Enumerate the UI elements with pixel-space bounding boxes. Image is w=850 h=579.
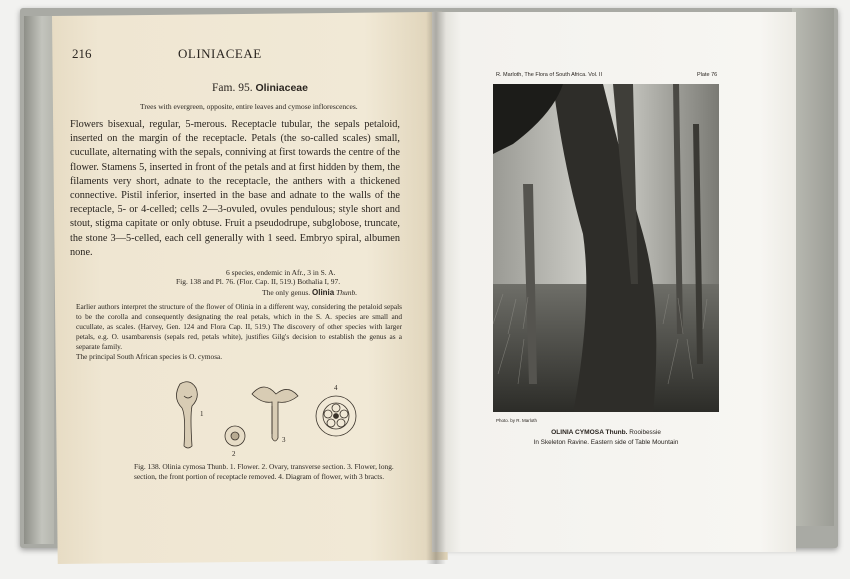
book-spine-edge: [24, 16, 54, 544]
genus-line: [262, 288, 357, 297]
family-name: Oliniaceae: [255, 82, 308, 94]
fig-label-1: 1: [200, 410, 204, 418]
plate-running-head: R. Marloth, The Flora of South Africa. Vol. II: [496, 72, 602, 78]
figure-reference: Fig. 138 and Pl. 76. (Flor. Cap. II, 519.) Bothalia I, 97.: [176, 277, 341, 286]
page-number: 216: [72, 46, 92, 61]
plate-caption: [493, 428, 719, 448]
figure-caption: Fig. 138. Olinia cymosa Thunb. 1. Flower. 2. Ovary, transverse section. 3. Flower, long. section, the front portion of receptacle removed. 4. Diagram of flower, with 3 bracts.: [134, 462, 394, 481]
note-paragraph: Earlier authors interpret the structure of the flower of Olinia in a different way, considering the petaloid sepals to be the corolla and consequently designating the real petals, which in the S. A. species are small and cucullate, as scales. (Harvey, Gen. 124 and Flora Cap. II, 519.) The discovery of other species with larger petals, e.g. O. usambarensis (sepals red, petals white), justifies Gilg's decision to establish the genus as a separate family.: [76, 302, 402, 351]
plate-photograph: [493, 84, 719, 412]
plate-caption-common-name: Rooibessie: [629, 429, 661, 436]
fig-label-4: 4: [334, 384, 338, 392]
taxonomic-note: [76, 302, 402, 362]
book-gutter: [426, 12, 446, 564]
book-cover-right-edge: [792, 8, 834, 526]
plate-caption-title: OLINIA CYMOSA Thunb.: [551, 429, 628, 436]
floral-diagram-4: [316, 396, 356, 436]
family-intro: Trees with evergreen, opposite, entire leaves and cymose inflorescences.: [140, 102, 358, 111]
genus-author: Thunb.: [336, 288, 358, 297]
photo-credit: Photo. by R. Marloth: [496, 418, 538, 423]
flower-longsection-3: [252, 387, 298, 441]
plate-caption-location: In Skeleton Ravine. Eastern side of Table Mountain: [533, 439, 679, 446]
plate-caption-line1: [493, 428, 719, 438]
family-description: Flowers bisexual, regular, 5-merous. Receptacle tubular, the sepals petaloid, inserted on the margin of the receptacle. Petals (the so-called scales) small, cucullate, alternating with the sepals, conniving at first towards the centre of the flower. Stamens 5, inserted in front of the petals and at first hidden by them, the filaments very short, adnate to the receptacle, the anthers with a thickened connective. Pistil inferior, inserted in the base and adnate to the walls of the receptacle, 5- or 4-celled; cells 2—3-ovuled, ovules pendulous; style short and stout, stigma capitate or only obtuse. Fruit a pseudodrupe, subglobose, truncate, the stone 3—5-celled, each cell generally with 1 seed. Embryo spiral, albumen none.: [70, 119, 400, 258]
fig-label-2: 2: [232, 450, 236, 458]
species-count: 6 species, endemic in Afr., 3 in S. A.: [226, 268, 336, 277]
running-header: OLINIACEAE: [178, 46, 262, 61]
family-label: Fam. 95.: [212, 82, 253, 94]
genus-name: Olinia: [312, 288, 335, 297]
note-principal-species: The principal South African species is O. cymosa.: [76, 352, 223, 361]
family-heading: [212, 82, 308, 94]
ovary-section-2: [225, 426, 245, 446]
flower-illustration: [160, 376, 370, 464]
forest-photo-drawing: [493, 84, 719, 412]
fig-label-3: 3: [282, 436, 286, 444]
genus-prefix: The only genus.: [262, 288, 311, 297]
flower-drawing-1: [176, 382, 197, 448]
plate-number: Plate 76: [697, 72, 718, 78]
